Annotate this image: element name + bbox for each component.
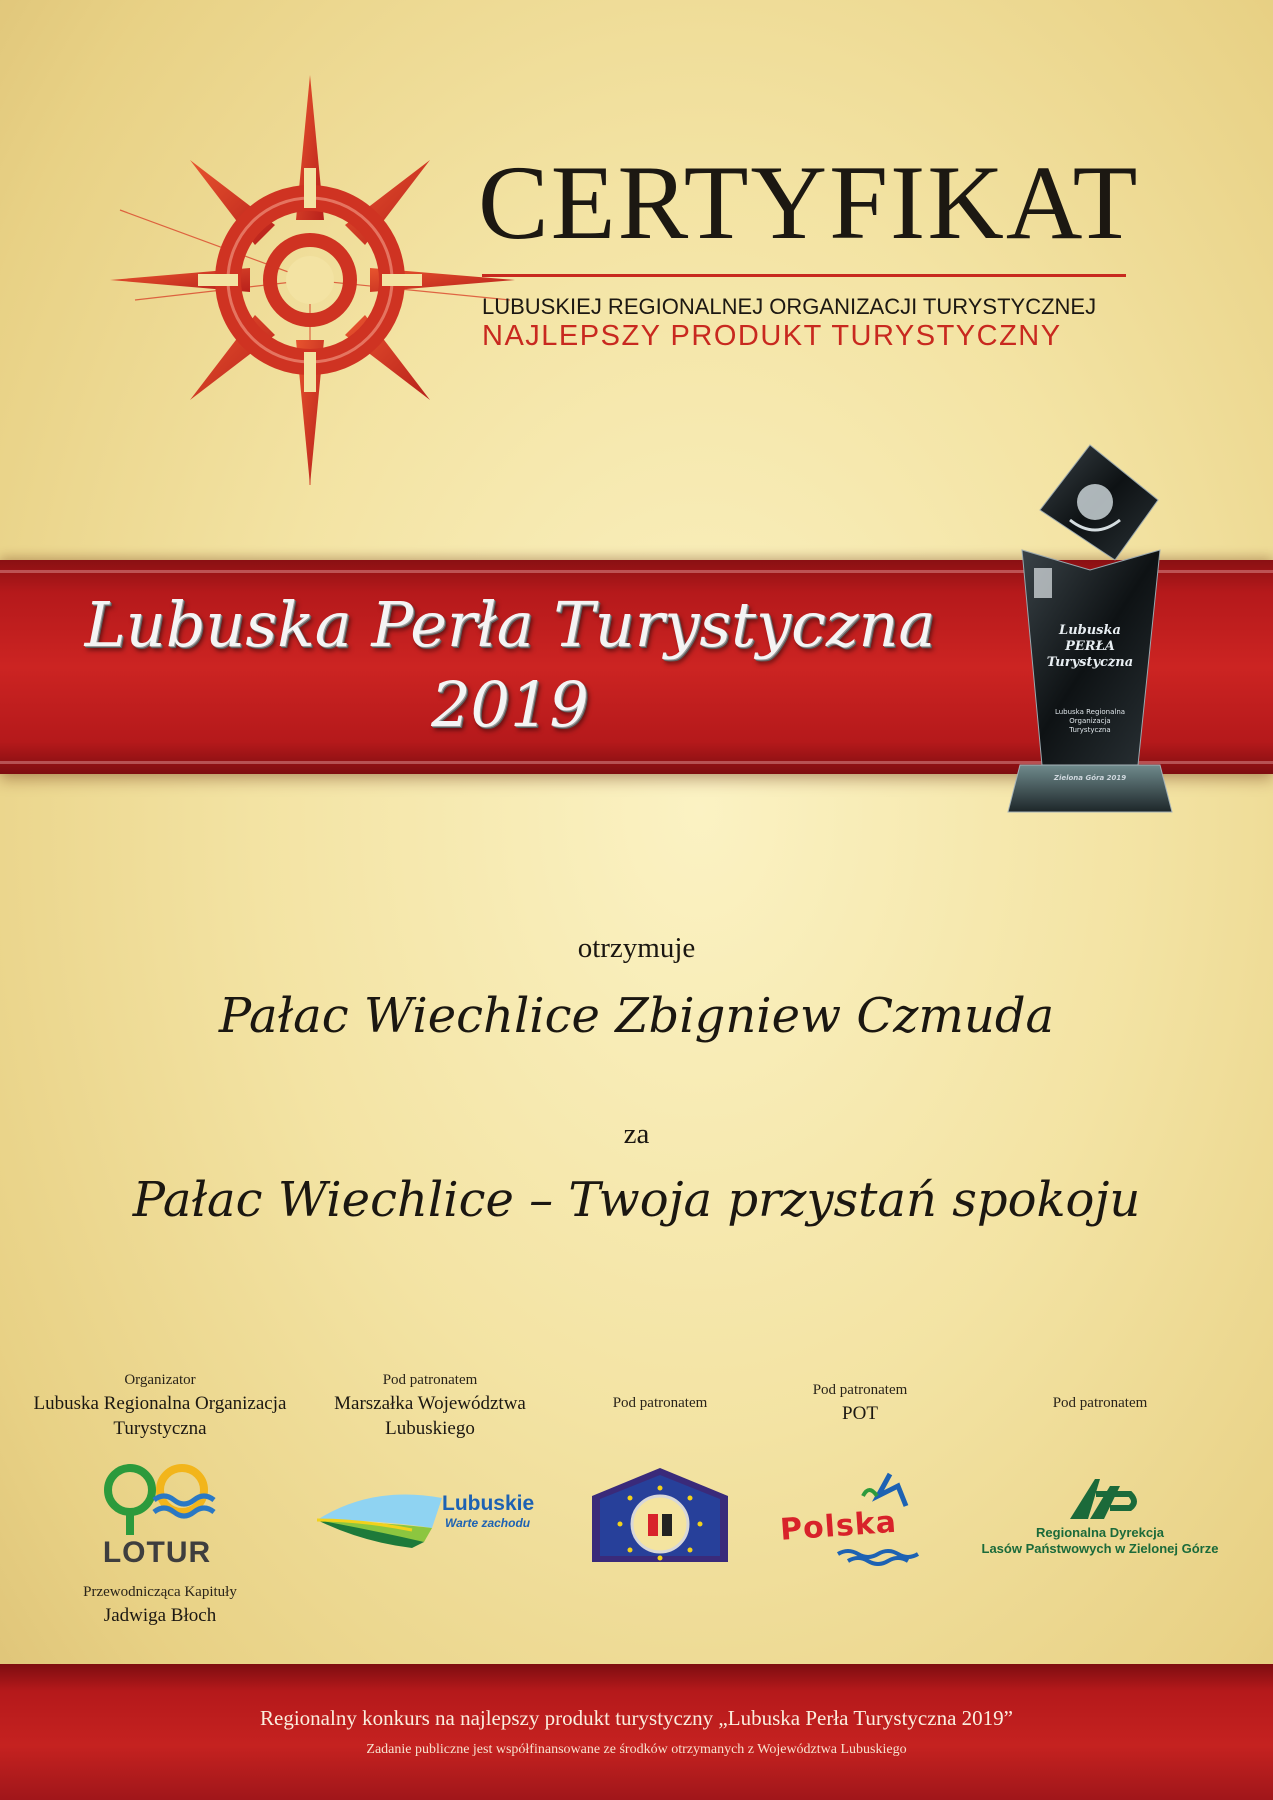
certificate-title: CERTYFIKAT: [478, 144, 1140, 261]
trophy-small-line3: Turystyczna: [1069, 726, 1111, 734]
pot-caption: Pod patronatem: [812, 1382, 908, 1398]
receives-label: otrzymuje: [577, 932, 696, 964]
footer-contest-note: Regionalny konkurs na najlepszy produkt turystyczny „Lubuska Perła Turystyczna 2019”: [260, 1706, 1013, 1730]
trophy-image: [1000, 440, 1180, 820]
title-divider: [482, 274, 1126, 277]
marshal-name: Marszałka Województwa Lubuskiego: [334, 1393, 526, 1439]
euroregion-logo-icon: [590, 1466, 730, 1564]
category-subtitle: NAJLEPSZY PRODUKT TURYSTYCZNY: [482, 320, 1062, 352]
lubuskie-logo-tagline: Warte zachodu: [445, 1516, 531, 1530]
footer-band: [0, 1664, 1273, 1800]
rdlp-caption: Pod patronatem: [1052, 1395, 1148, 1411]
trophy-engraving-line2: PERŁA: [1065, 639, 1115, 654]
lotur-logo-text: LOTUR: [102, 1536, 212, 1569]
trophy-small-line2: Organizacja: [1069, 717, 1111, 725]
trophy-engraving-line3: Turystyczna: [1046, 655, 1134, 670]
organizer-caption: Organizator: [124, 1372, 196, 1388]
footer-funding-note: Zadanie publiczne jest współfinansowane ze środków otrzymanych z Województwa Lubuskiego: [366, 1742, 907, 1757]
trophy-small-line1: Lubuska Regionalna: [1054, 708, 1126, 716]
polska-logo-text: Polska: [778, 1504, 899, 1548]
trophy-base-inscription: Zielona Góra 2019: [1053, 774, 1127, 782]
rdlp-logo-text-line1: Regionalna Dyrekcja: [1036, 1525, 1164, 1540]
rdlp-logo-text-line2: Lasów Państwowych w Zielonej Górze: [981, 1541, 1219, 1556]
award-title: Lubuska Perła Turystyczna: [84, 588, 936, 661]
organization-subtitle: LUBUSKIEJ REGIONALNEJ ORGANIZACJI TURYSTYCZNEJ: [482, 294, 1097, 319]
recipient-name: Pałac Wiechlice Zbigniew Czmuda: [218, 988, 1055, 1044]
trophy-engraving-line1: Lubuska: [1059, 623, 1121, 638]
award-year: 2019: [431, 668, 589, 741]
chair-name: Jadwiga Błoch: [103, 1605, 217, 1626]
chair-caption: Przewodnicząca Kapituły: [83, 1584, 237, 1600]
for-label: za: [623, 1118, 650, 1150]
euroregion-caption: Pod patronatem: [612, 1395, 708, 1411]
lubuskie-logo-text: Lubuskie: [442, 1492, 535, 1515]
organizer-name: Lubuska Regionalna Organizacja Turystyczna: [33, 1393, 287, 1439]
marshal-caption: Pod patronatem: [382, 1372, 478, 1388]
compass-rose-icon: [100, 70, 520, 490]
pot-name: POT: [842, 1403, 878, 1424]
product-name: Pałac Wiechlice – Twoja przystań spokoju: [132, 1172, 1141, 1228]
